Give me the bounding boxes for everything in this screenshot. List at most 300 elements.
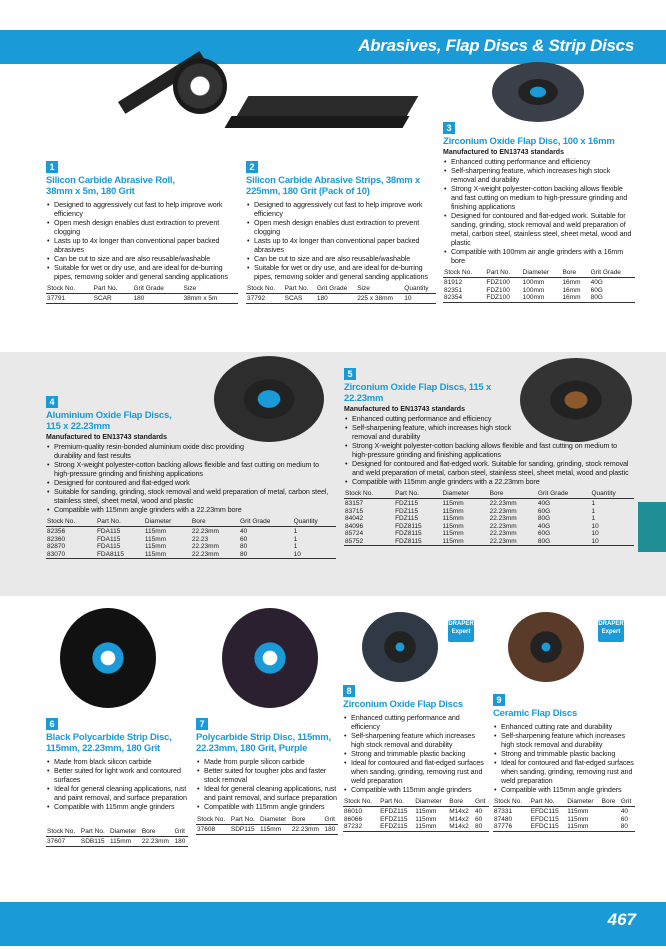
feature-item: • Made from black silicon carbide: [46, 757, 188, 766]
col-header: Stock No.: [46, 827, 80, 837]
feature-item: • Self-sharpening feature, which increases high stock removal and durability: [443, 166, 635, 184]
col-header: Quantity: [590, 489, 634, 499]
cell: 115mm: [567, 808, 589, 815]
col-header: Grit: [620, 797, 635, 807]
cell: 86066: [344, 815, 363, 823]
cell: 115mm: [442, 515, 464, 522]
cell: 85724: [345, 530, 364, 537]
cell: 40: [475, 808, 483, 815]
cell: 180: [316, 295, 328, 302]
product-title: Polycarbide Strip Disc, 115mm, 22.23mm, 180 Grit, Purple: [196, 732, 331, 754]
col-header: Quantity: [293, 517, 336, 527]
spec-table: [493, 797, 635, 832]
cell: 85752: [345, 537, 364, 545]
feature-item: • Ideal for general cleaning applications, rust and paint removal, and surface preparation: [196, 784, 338, 802]
feature-item: • Lasts up to 4x longer than conventional paper backed abrasives: [46, 236, 238, 254]
cell: M14x2: [449, 815, 469, 823]
table-row: [343, 823, 489, 831]
feature-item: • Better suited for tougher jobs and faster stock removal: [196, 766, 338, 784]
cell: 22.23mm: [489, 530, 517, 537]
cell: 60G: [537, 507, 551, 515]
table-row: [46, 294, 238, 304]
cell: 82870: [47, 543, 66, 550]
cell: 22.23mm: [489, 507, 517, 515]
standard-label: Manufactured to EN13743 standards: [46, 434, 167, 441]
cell: 115mm: [442, 522, 464, 530]
cell: 83070: [47, 550, 66, 558]
feature-item: • Suitable for sanding, grinding, stock removal and weld preparation of metal, carbon steel, stainless steel, sheet metal, wood and plastic: [46, 487, 336, 505]
col-header: Bore: [291, 815, 324, 825]
cell: 115mm: [567, 823, 589, 830]
cell: 1: [293, 528, 298, 535]
table-row: [493, 823, 635, 831]
cell: FDZ100: [486, 279, 510, 286]
cell: 115mm: [144, 535, 167, 543]
cell: FDZ8115: [395, 530, 422, 537]
feature-item: • Can be cut to size and are also reusable/washable: [46, 254, 238, 263]
col-header: Part No.: [80, 827, 109, 837]
cell: 37791: [47, 295, 66, 302]
cell: 115mm: [442, 537, 464, 545]
table-row: [493, 807, 635, 816]
spec-table: [343, 797, 489, 832]
product-3: [443, 118, 635, 303]
feature-item: • Ideal for contoured and flat-edged surfaces when sanding, grinding, removing rust and weld preparation: [343, 758, 489, 785]
table-row: [344, 515, 634, 523]
cell: 22.23mm: [191, 543, 219, 550]
cell: 10: [591, 530, 599, 537]
feature-list: [46, 757, 188, 811]
zirconium-expert-disc-image: [362, 612, 438, 682]
feature-item: • Suitable for wet or dry use, and are ideal for de-burring pipes, removing solder and general sanding applications: [46, 263, 238, 281]
cell: 40G: [537, 522, 551, 530]
cell: 100mm: [522, 279, 545, 286]
feature-item: • Compatible with 115mm angle grinders: [343, 785, 489, 794]
cell: EFDZ115: [380, 823, 408, 830]
table-row: [443, 278, 635, 287]
cell: 115mm: [109, 838, 132, 845]
cell: 115mm: [144, 543, 167, 550]
cell: 115mm: [442, 507, 464, 515]
feature-list: [443, 157, 635, 265]
page-title: Abrasives, Flap Discs & Strip Discs: [358, 36, 634, 55]
col-header: Grit Grade: [590, 268, 635, 278]
spec-table: [443, 268, 635, 303]
cell: 80G: [537, 515, 551, 522]
col-header: Diameter: [414, 797, 448, 807]
cell: FDZ8115: [395, 522, 422, 530]
product-title: Zirconium Oxide Flap Disc, 100 x 16mm: [443, 136, 615, 147]
cell: 180: [174, 838, 186, 845]
table-row: [46, 527, 336, 536]
product-title: Ceramic Flap Discs: [493, 708, 578, 719]
cell: 100mm: [522, 294, 545, 301]
col-header: Bore: [141, 827, 174, 837]
feature-item: • Ideal for general cleaning applications, rust and paint removal, and surface preparation: [46, 784, 188, 802]
product-number: 9: [493, 694, 505, 706]
cell: 80: [475, 823, 483, 830]
cell: 40G: [537, 500, 551, 507]
abrasive-strips-image: [222, 84, 420, 142]
col-header: Stock No.: [344, 489, 394, 499]
cell: 37608: [197, 826, 216, 833]
col-header: Grit: [174, 827, 188, 837]
table-row: [46, 551, 336, 559]
col-header: Diameter: [566, 797, 600, 807]
col-header: Grit Grade: [239, 517, 293, 527]
cell: FDA115: [96, 528, 121, 535]
feature-item: • Open mesh design enables dust extraction to prevent clogging: [246, 218, 436, 236]
product-number: 2: [246, 161, 258, 173]
cell: FDZ115: [395, 515, 419, 522]
feature-item: • Strong X-weight polyester-cotton backing allows flexible and fast cutting on medium to high-pressure grinding and finishing applications: [443, 184, 635, 211]
cell: 22.23mm: [291, 826, 319, 833]
cell: 1: [293, 535, 298, 543]
feature-item: • Strong X-weight polyester-cotton backing allows flexible and fast cutting on medium to high-pressure grinding and finishing applications: [46, 460, 336, 478]
cell: 16mm: [562, 279, 581, 286]
cell: 115mm: [415, 815, 437, 823]
feature-item: • Suitable for wet or dry use, and are ideal for de-burring pipes, removing solder and general sanding applications: [246, 263, 436, 281]
table-row: [443, 294, 635, 302]
spec-table: [46, 827, 188, 847]
cell: 225 x 38mm: [357, 295, 393, 302]
cell: SCAS: [284, 295, 303, 302]
table-row: [344, 523, 634, 531]
cell: 10: [404, 295, 412, 302]
feature-item: • Designed to aggressively cut fast to help improve work efficiency: [246, 200, 436, 218]
cell: 60: [475, 815, 483, 823]
col-header: Bore: [601, 797, 620, 807]
col-header: Diameter: [109, 827, 141, 837]
cell: 10: [591, 522, 599, 530]
cell: 81912: [444, 279, 463, 286]
cell: 115mm: [567, 815, 589, 823]
feature-list: [196, 757, 338, 811]
expert-label: Expert: [601, 629, 621, 635]
cell: 40: [240, 528, 248, 535]
cell: 115mm: [415, 823, 437, 830]
cell: EFDZ115: [380, 808, 408, 815]
expert-label: Expert: [451, 629, 471, 635]
feature-item: • Compatible with 115mm angle grinders: [46, 802, 188, 811]
product-1: [46, 157, 238, 304]
cell: 16mm: [562, 294, 581, 301]
cell: FDZ115: [395, 507, 419, 515]
footer-bar: [0, 902, 666, 946]
product-title: Silicon Carbide Abrasive Strips, 38mm x 225mm, 180 Grit (Pack of 10): [246, 175, 420, 197]
feature-item: • Self-sharpening feature which increases high stock removal and durability: [343, 731, 489, 749]
feature-item: • Compatible with 115mm angle grinders with a 22.23mm bore: [46, 505, 336, 514]
cell: 22.23mm: [191, 528, 219, 535]
cell: 22.23mm: [489, 537, 517, 545]
col-header: Part No.: [379, 797, 414, 807]
standard-label: Manufactured to EN13743 standards: [443, 149, 564, 156]
feature-list: [343, 713, 489, 794]
cell: 87776: [494, 823, 513, 830]
col-header: Diameter: [259, 815, 291, 825]
cell: 87331: [494, 808, 513, 815]
cell: 115mm: [415, 808, 437, 815]
product-title: Zirconium Oxide Flap Discs, 115 x 22.23mm: [344, 382, 492, 404]
col-header: Grit: [324, 815, 338, 825]
product-title: Silicon Carbide Abrasive Roll, 38mm x 5m, 180 Grit: [46, 175, 175, 197]
cell: 80G: [537, 537, 551, 545]
cell: 82360: [47, 535, 66, 543]
cell: EFDC115: [530, 808, 559, 815]
product-8: [343, 681, 489, 832]
zirconium-disc-100-image: [492, 62, 584, 122]
cell: FDA115: [96, 535, 121, 543]
cell: [601, 807, 620, 816]
cell: 37607: [47, 838, 66, 845]
feature-item: • Ideal for contoured and flat-edged surfaces when sanding, grinding, removing rust and weld preparation: [493, 758, 635, 785]
col-header: Stock No.: [443, 268, 485, 278]
cell: 180: [324, 826, 336, 833]
spec-table: [46, 517, 336, 559]
col-header: Grit Grade: [133, 284, 183, 294]
cell: SDB115: [80, 838, 105, 845]
table-row: [343, 816, 489, 824]
cell: 40: [620, 808, 629, 815]
cell: SCAR: [93, 295, 112, 302]
section-tab[interactable]: [638, 502, 666, 552]
cell: 22.23mm: [489, 500, 517, 507]
cell: 83157: [345, 500, 364, 507]
table-row: [493, 816, 635, 824]
cell: 80: [240, 543, 248, 550]
cell: 87232: [344, 823, 363, 830]
feature-item: • Compatible with 115mm angle grinders with a 22.23mm bore: [344, 477, 634, 486]
cell: 22.23mm: [191, 550, 219, 558]
col-header: Stock No.: [246, 284, 284, 294]
col-header: Size: [182, 284, 238, 294]
feature-item: • Designed for contoured and flat-edged work. Suitable for sanding, grinding, stock removal and weld preparation of metal, carbon steel, stainless steel, sheet metal, wood and plastic: [344, 459, 634, 477]
brand-label: DRAPER: [598, 621, 624, 627]
feature-item: • Enhanced cutting performance and efficiency: [343, 713, 489, 731]
product-number: 7: [196, 718, 208, 730]
feature-list: [246, 200, 436, 281]
feature-item: • Self-sharpening feature, which increases high stock removal and durability: [344, 423, 524, 441]
cell: 37792: [247, 295, 266, 302]
feature-item: • Strong X-weight polyester-cotton backing allows flexible and fast cutting on medium to high-pressure grinding and finishing applications: [344, 441, 634, 459]
product-4: [46, 392, 336, 559]
cell: 60: [620, 815, 629, 823]
col-header: Bore: [489, 489, 537, 499]
table-row: [46, 837, 188, 847]
cell: 80: [620, 823, 629, 830]
cell: 22.23mm: [489, 515, 517, 522]
cell: [601, 816, 620, 824]
col-header: Quantity: [403, 284, 436, 294]
col-header: Grit: [474, 797, 489, 807]
cell: 60G: [537, 530, 551, 537]
product-number: 1: [46, 161, 58, 173]
col-header: Part No.: [485, 268, 521, 278]
feature-list: [46, 200, 238, 281]
table-row: [343, 807, 489, 816]
cell: 80G: [590, 294, 603, 301]
abrasive-roll-image: [118, 52, 228, 147]
table-row: [344, 530, 634, 538]
feature-item: • Designed for contoured and flat-edged work: [46, 478, 336, 487]
cell: 84096: [345, 522, 364, 530]
spec-table: [246, 284, 436, 304]
feature-item: • Enhanced cutting performance and efficiency: [443, 157, 635, 166]
cell: EFDC115: [530, 823, 559, 830]
col-header: Size: [356, 284, 403, 294]
cell: 16mm: [562, 286, 581, 294]
feature-list: [46, 442, 336, 514]
spec-table: [196, 815, 338, 835]
cell: 1: [293, 543, 298, 550]
table-row: [443, 287, 635, 295]
cell: SDP115: [230, 826, 255, 833]
cell: 60G: [590, 286, 603, 294]
col-header: Diameter: [442, 489, 489, 499]
col-header: Part No.: [394, 489, 441, 499]
col-header: Bore: [448, 797, 474, 807]
feature-item: • Compatible with 100mm air angle grinders with a 16mm bore: [443, 247, 635, 265]
product-title: Black Polycarbide Strip Disc, 115mm, 22.23mm, 180 Grit: [46, 732, 172, 754]
table-row: [196, 825, 338, 835]
page-number: 467: [607, 910, 636, 929]
product-5: [344, 364, 634, 546]
cell: FDA8115: [96, 550, 124, 558]
col-header: Stock No.: [46, 517, 96, 527]
cell: 80: [240, 550, 248, 558]
product-title: Zirconium Oxide Flap Discs: [343, 699, 463, 710]
feature-item: • Self-sharpening feature which increases high stock removal and durability: [493, 731, 635, 749]
cell: 22.23: [191, 535, 209, 543]
product-title: Aluminium Oxide Flap Discs, 115 x 22.23mm: [46, 410, 172, 432]
product-number: 3: [443, 122, 455, 134]
feature-item: • Better suited for light work and contoured surfaces: [46, 766, 188, 784]
col-header: Diameter: [522, 268, 562, 278]
cell: 60: [240, 535, 248, 543]
cell: 22.23mm: [141, 838, 169, 845]
cell: 10: [591, 537, 599, 545]
cell: FDZ8115: [395, 537, 422, 545]
product-6: [46, 714, 188, 847]
feature-item: • Strong and trimmable plastic backing: [343, 749, 489, 758]
col-header: Bore: [191, 517, 239, 527]
cell: 1: [591, 515, 596, 522]
cell: 1: [591, 507, 596, 515]
col-header: Diameter: [144, 517, 191, 527]
cell: 1: [591, 500, 596, 507]
col-header: Grit Grade: [537, 489, 591, 499]
cell: 100mm: [522, 286, 545, 294]
col-header: Stock No.: [196, 815, 230, 825]
ceramic-disc-image: [508, 612, 584, 682]
cell: 82356: [47, 528, 66, 535]
col-header: Stock No.: [343, 797, 379, 807]
cell: 115mm: [442, 500, 464, 507]
feature-item: • Premium-quality resin-bonded aluminium oxide disc providing durability and fast results: [46, 442, 266, 460]
spec-table: [46, 284, 238, 304]
draper-expert-badge: [448, 620, 474, 642]
purple-strip-disc-image: [222, 608, 318, 708]
feature-item: • Can be cut to size and are also reusable/washable: [246, 254, 436, 263]
feature-item: • Strong and trimmable plastic backing: [493, 749, 635, 758]
feature-item: • Lasts up to 4x longer than conventional paper backed abrasives: [246, 236, 436, 254]
cell: M14x2: [449, 823, 469, 830]
cell: EFDC115: [530, 815, 559, 823]
col-header: Bore: [561, 268, 589, 278]
brand-label: DRAPER: [448, 621, 474, 627]
cell: 10: [293, 550, 301, 558]
cell: 84042: [345, 515, 364, 522]
cell: 115mm: [442, 530, 464, 537]
cell: M14x2: [449, 808, 469, 815]
product-7: [196, 714, 338, 835]
feature-item: • Designed for contoured and flat-edged work. Suitable for sanding, grinding, stock removal and weld preparation of metal, carbon steel, stainless steel, sheet metal, wood and plastic: [443, 211, 635, 247]
feature-item: • Made from purple silicon carbide: [196, 757, 338, 766]
table-row: [246, 294, 436, 304]
cell: 82354: [444, 294, 463, 301]
draper-expert-badge-2: [598, 620, 624, 642]
feature-item: • Designed to aggressively cut fast to help improve work efficiency: [46, 200, 238, 218]
col-header: Part No.: [284, 284, 316, 294]
product-2: [246, 157, 436, 304]
cell: 83715: [345, 507, 364, 515]
table-row: [46, 543, 336, 551]
cell: FDZ100: [486, 286, 510, 294]
cell: 115mm: [144, 550, 167, 558]
cell: FDA115: [96, 543, 121, 550]
col-header: Stock No.: [493, 797, 530, 807]
feature-item: • Enhanced cutting performance and efficiency: [344, 414, 634, 423]
table-row: [344, 499, 634, 508]
cell: FDZ115: [395, 500, 419, 507]
cell: 86010: [344, 808, 363, 815]
feature-item: • Open mesh design enables dust extraction to prevent clogging: [46, 218, 238, 236]
cell: [601, 823, 620, 831]
cell: 38mm x 5m: [183, 295, 218, 302]
cell: 87480: [494, 815, 513, 823]
col-header: Part No.: [530, 797, 567, 807]
col-header: Grit Grade: [316, 284, 356, 294]
product-number: 4: [46, 396, 58, 408]
cell: 115mm: [144, 528, 167, 535]
black-strip-disc-image: [60, 608, 156, 708]
spec-table: [344, 489, 634, 546]
product-number: 8: [343, 685, 355, 697]
col-header: Part No.: [230, 815, 259, 825]
feature-item: • Compatible with 115mm angle grinders: [493, 785, 635, 794]
product-9: [493, 690, 635, 832]
cell: 22.23mm: [489, 522, 517, 530]
table-row: [344, 538, 634, 546]
product-number: 6: [46, 718, 58, 730]
feature-item: • Enhanced cutting rate and durability: [493, 722, 635, 731]
col-header: Stock No.: [46, 284, 93, 294]
col-header: Part No.: [93, 284, 133, 294]
feature-list: [344, 414, 634, 486]
product-number: 5: [344, 368, 356, 380]
cell: 40G: [590, 279, 603, 286]
standard-label: Manufactured to EN13743 standards: [344, 406, 465, 413]
cell: FDZ100: [486, 294, 510, 301]
col-header: Part No.: [96, 517, 144, 527]
table-row: [344, 508, 634, 516]
feature-list: [493, 722, 635, 794]
cell: 82351: [444, 286, 463, 294]
feature-item: • Compatible with 115mm angle grinders: [196, 802, 338, 811]
table-row: [46, 536, 336, 544]
cell: EFDZ115: [380, 815, 408, 823]
cell: 180: [133, 295, 145, 302]
